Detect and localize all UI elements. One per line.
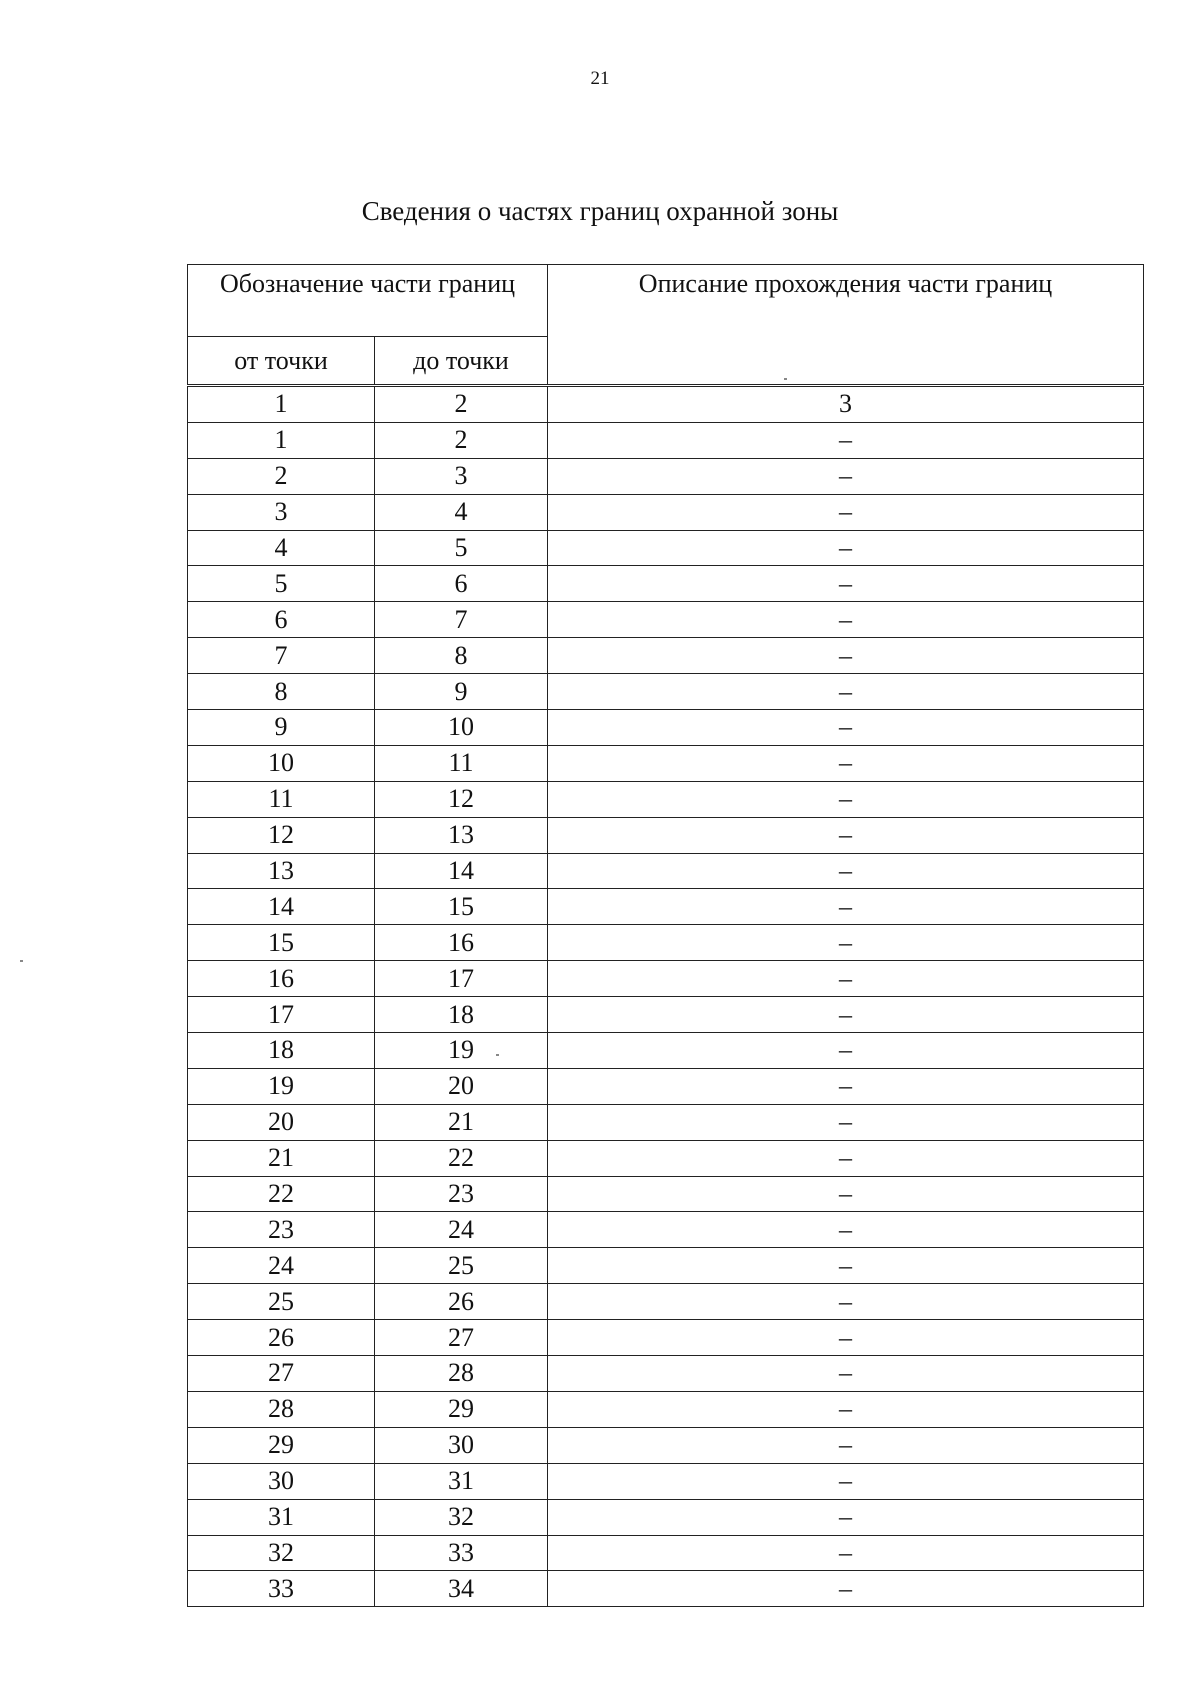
to-point-cell: 15 xyxy=(375,889,548,925)
column-number-row xyxy=(188,387,1144,423)
to-point-cell: 8 xyxy=(375,638,548,674)
description-cell: – xyxy=(548,1140,1144,1176)
from-point-cell: 14 xyxy=(188,889,375,925)
to-point-cell: 33 xyxy=(375,1535,548,1571)
table-row xyxy=(188,1284,1144,1320)
to-point-cell: 4 xyxy=(375,494,548,530)
from-point-header: от точки xyxy=(188,337,375,385)
to-point-cell: 11 xyxy=(375,745,548,781)
from-point-cell: 17 xyxy=(188,997,375,1033)
table-row xyxy=(188,710,1144,746)
table-row xyxy=(188,1068,1144,1104)
description-cell: – xyxy=(548,1104,1144,1140)
from-point-cell: 25 xyxy=(188,1284,375,1320)
table-row xyxy=(188,1140,1144,1176)
to-point-header: до точки xyxy=(375,337,548,385)
description-cell: – xyxy=(548,458,1144,494)
to-point-cell: 22 xyxy=(375,1140,548,1176)
description-cell: – xyxy=(548,1068,1144,1104)
from-point-cell: 5 xyxy=(188,566,375,602)
to-point-cell: 13 xyxy=(375,817,548,853)
page-number: 21 xyxy=(590,68,610,89)
from-point-cell: 12 xyxy=(188,817,375,853)
table-row xyxy=(188,602,1144,638)
table-row xyxy=(188,638,1144,674)
description-cell: – xyxy=(548,853,1144,889)
from-point-cell: 3 xyxy=(188,494,375,530)
to-point-cell: 5 xyxy=(375,530,548,566)
description-header: Описание прохождения части границ xyxy=(548,265,1144,385)
description-cell: – xyxy=(548,1391,1144,1427)
to-point-cell: 9 xyxy=(375,674,548,710)
to-point-cell: 18 xyxy=(375,997,548,1033)
from-point-cell: 29 xyxy=(188,1427,375,1463)
from-point-cell: 21 xyxy=(188,1140,375,1176)
to-point-cell: 2 xyxy=(375,422,548,458)
from-point-cell: 4 xyxy=(188,530,375,566)
to-point-cell: 30 xyxy=(375,1427,548,1463)
from-point-cell: 30 xyxy=(188,1463,375,1499)
description-cell: – xyxy=(548,997,1144,1033)
from-point-cell: 23 xyxy=(188,1212,375,1248)
to-point-cell: 12 xyxy=(375,781,548,817)
table-row xyxy=(188,745,1144,781)
to-point-cell: 19 xyxy=(375,1033,548,1069)
table-row xyxy=(188,1535,1144,1571)
table-row xyxy=(188,494,1144,530)
scan-speck xyxy=(784,378,787,380)
from-point-cell: 20 xyxy=(188,1104,375,1140)
description-cell: – xyxy=(548,1284,1144,1320)
description-cell: – xyxy=(548,566,1144,602)
table-row xyxy=(188,1176,1144,1212)
boundary-table xyxy=(187,386,1144,1607)
description-cell: – xyxy=(548,925,1144,961)
from-point-cell: 24 xyxy=(188,1248,375,1284)
column-number-cell: 2 xyxy=(375,387,548,423)
description-cell: – xyxy=(548,1320,1144,1356)
table-row xyxy=(188,1463,1144,1499)
description-cell: – xyxy=(548,422,1144,458)
from-point-cell: 22 xyxy=(188,1176,375,1212)
table-row xyxy=(188,1427,1144,1463)
to-point-cell: 6 xyxy=(375,566,548,602)
from-point-cell: 28 xyxy=(188,1391,375,1427)
from-point-cell: 26 xyxy=(188,1320,375,1356)
to-point-cell: 14 xyxy=(375,853,548,889)
column-number-cell: 3 xyxy=(548,387,1144,423)
description-cell: – xyxy=(548,1571,1144,1607)
description-cell: – xyxy=(548,745,1144,781)
from-point-cell: 31 xyxy=(188,1499,375,1535)
table-row xyxy=(188,422,1144,458)
from-point-cell: 13 xyxy=(188,853,375,889)
from-point-cell: 18 xyxy=(188,1033,375,1069)
description-cell: – xyxy=(548,710,1144,746)
from-point-cell: 33 xyxy=(188,1571,375,1607)
description-cell: – xyxy=(548,1033,1144,1069)
description-cell: – xyxy=(548,1535,1144,1571)
table-row xyxy=(188,566,1144,602)
to-point-cell: 25 xyxy=(375,1248,548,1284)
from-point-cell: 2 xyxy=(188,458,375,494)
to-point-cell: 16 xyxy=(375,925,548,961)
to-point-cell: 3 xyxy=(375,458,548,494)
description-cell: – xyxy=(548,494,1144,530)
from-point-cell: 15 xyxy=(188,925,375,961)
designation-header: Обозначение части границ xyxy=(188,265,548,337)
to-point-cell: 20 xyxy=(375,1068,548,1104)
table-row xyxy=(188,925,1144,961)
description-cell: – xyxy=(548,674,1144,710)
description-cell: – xyxy=(548,889,1144,925)
to-point-cell: 27 xyxy=(375,1320,548,1356)
description-cell: – xyxy=(548,781,1144,817)
table-row xyxy=(188,674,1144,710)
from-point-cell: 27 xyxy=(188,1356,375,1392)
from-point-cell: 32 xyxy=(188,1535,375,1571)
to-point-cell: 31 xyxy=(375,1463,548,1499)
description-cell: – xyxy=(548,530,1144,566)
table-row xyxy=(188,1499,1144,1535)
to-point-cell: 26 xyxy=(375,1284,548,1320)
from-point-cell: 16 xyxy=(188,961,375,997)
table-row xyxy=(188,1033,1144,1069)
to-point-cell: 7 xyxy=(375,602,548,638)
description-cell: – xyxy=(548,1463,1144,1499)
to-point-cell: 24 xyxy=(375,1212,548,1248)
description-cell: – xyxy=(548,1176,1144,1212)
description-cell: – xyxy=(548,1212,1144,1248)
description-cell: – xyxy=(548,1248,1144,1284)
description-cell: – xyxy=(548,602,1144,638)
to-point-cell: 17 xyxy=(375,961,548,997)
to-point-cell: 23 xyxy=(375,1176,548,1212)
page-title: Сведения о частях границ охранной зоны xyxy=(361,196,839,226)
to-point-cell: 28 xyxy=(375,1356,548,1392)
table-row xyxy=(188,1356,1144,1392)
boundary-table-header xyxy=(187,264,1144,385)
description-cell: – xyxy=(548,638,1144,674)
from-point-cell: 6 xyxy=(188,602,375,638)
boundary-table-body xyxy=(188,387,1144,1607)
to-point-cell: 29 xyxy=(375,1391,548,1427)
description-cell: – xyxy=(548,961,1144,997)
description-cell: – xyxy=(548,1427,1144,1463)
from-point-cell: 7 xyxy=(188,638,375,674)
table-row xyxy=(188,889,1144,925)
table-row xyxy=(188,1104,1144,1140)
from-point-cell: 1 xyxy=(188,422,375,458)
table-row xyxy=(188,458,1144,494)
description-cell: – xyxy=(548,1499,1144,1535)
from-point-cell: 11 xyxy=(188,781,375,817)
from-point-cell: 8 xyxy=(188,674,375,710)
table-row xyxy=(188,530,1144,566)
column-number-cell: 1 xyxy=(188,387,375,423)
table-row xyxy=(188,1391,1144,1427)
table-row xyxy=(188,781,1144,817)
table-row xyxy=(188,997,1144,1033)
to-point-cell: 21 xyxy=(375,1104,548,1140)
to-point-cell: 32 xyxy=(375,1499,548,1535)
description-cell: – xyxy=(548,1356,1144,1392)
description-cell: – xyxy=(548,817,1144,853)
to-point-cell: 34 xyxy=(375,1571,548,1607)
table-row xyxy=(188,853,1144,889)
table-row xyxy=(188,817,1144,853)
scan-speck xyxy=(20,960,23,962)
to-point-cell: 10 xyxy=(375,710,548,746)
table-row xyxy=(188,1248,1144,1284)
table-row xyxy=(188,1571,1144,1607)
from-point-cell: 9 xyxy=(188,710,375,746)
from-point-cell: 10 xyxy=(188,745,375,781)
scan-speck xyxy=(496,1054,499,1056)
table-row xyxy=(188,961,1144,997)
table-row xyxy=(188,1212,1144,1248)
from-point-cell: 19 xyxy=(188,1068,375,1104)
table-row xyxy=(188,1320,1144,1356)
